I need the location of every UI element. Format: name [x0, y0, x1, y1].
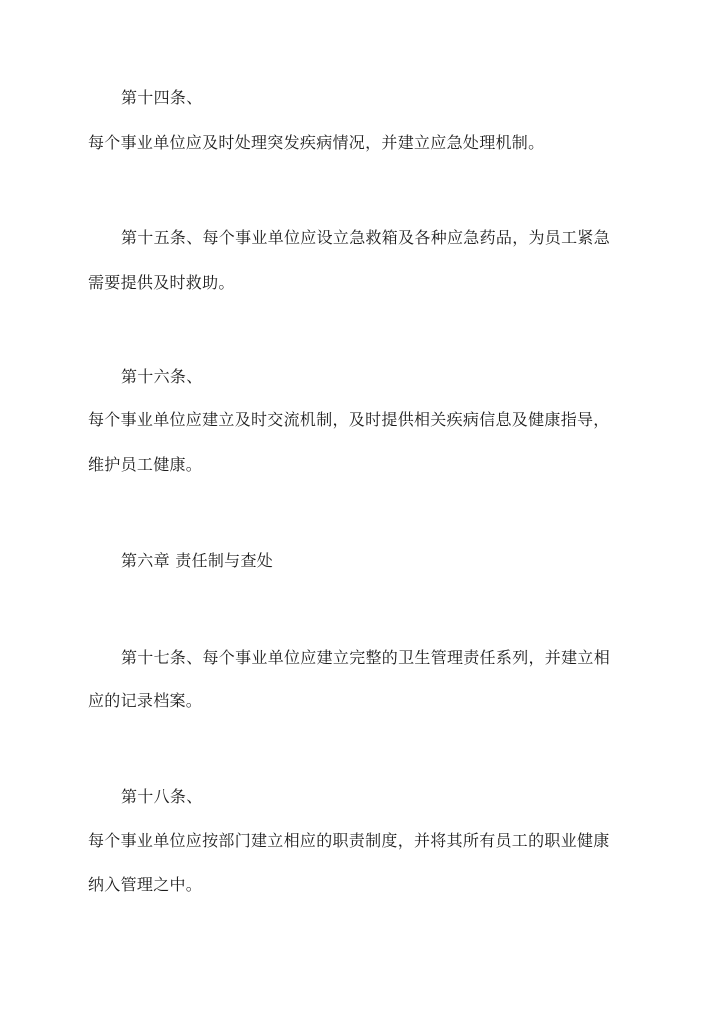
- article-16-text-line-1: 每个事业单位应建立及时交流机制，及时提供相关疾病信息及健康指导，: [88, 410, 610, 429]
- article-16-heading: 第十六条、: [121, 367, 203, 386]
- article-16-text-line-2: 维护员工健康。: [88, 455, 203, 474]
- article-17-text-line-2: 应的记录档案。: [88, 691, 203, 710]
- article-15-text-line-2: 需要提供及时救助。: [88, 273, 235, 292]
- article-18-text-line-2: 纳入管理之中。: [88, 875, 203, 894]
- article-15-text-line-1: 第十五条、每个事业单位应设立急救箱及各种应急药品，为员工紧急: [121, 228, 611, 247]
- article-14-text-line-1: 每个事业单位应及时处理突发疾病情况，并建立应急处理机制。: [88, 133, 545, 152]
- chapter-6-title: 第六章 责任制与查处: [121, 551, 274, 570]
- article-18-heading: 第十八条、: [121, 787, 203, 806]
- article-17-text-line-1: 第十七条、每个事业单位应建立完整的卫生管理责任系列，并建立相: [121, 648, 611, 667]
- article-14-heading: 第十四条、: [121, 88, 203, 107]
- article-18-text-line-1: 每个事业单位应按部门建立相应的职责制度，并将其所有员工的职业健康: [88, 831, 610, 850]
